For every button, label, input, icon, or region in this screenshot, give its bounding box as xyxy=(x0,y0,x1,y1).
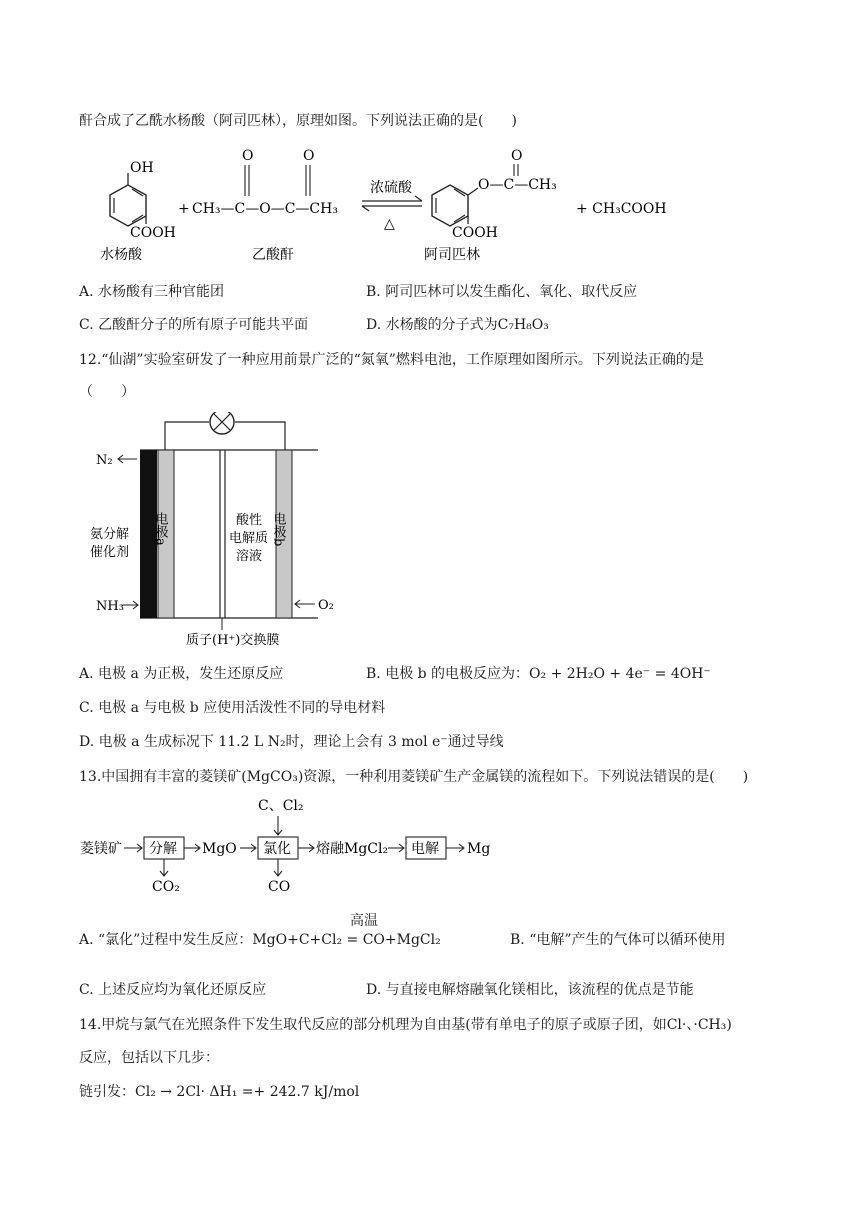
o2-label: O₂ xyxy=(318,598,334,613)
q14-chain-initiation: 链引发：Cl₂ → 2Cl· ΔH₁ =+ 242.7 kJ/mol xyxy=(79,1084,360,1100)
flow-end: Mg xyxy=(467,841,491,857)
acetic-anhydride-structure xyxy=(178,148,338,263)
electrode-a-label: 电极a xyxy=(152,512,168,546)
q12-option-b: B. 电极 b 的电极反应为：O₂ + 2H₂O + 4e⁻ = 4OH⁻ xyxy=(366,666,711,682)
q12-option-a: A. 电极 a 为正极，发生还原反应 xyxy=(79,666,284,682)
electrode-b-label: 电极b xyxy=(270,512,286,547)
q12-stem-line1: 12.“仙湖”实验室研发了一种应用前景广泛的“氮氧”燃料电池，工作原理如图所示。下列说法正确的是 xyxy=(79,352,704,368)
flow-step1: 分解 xyxy=(149,841,177,857)
q11-option-a: A. 水杨酸有三种官能团 xyxy=(79,284,225,300)
condition-catalyst: 浓硫酸 xyxy=(370,180,412,196)
q11-option-d: D. 水杨酸的分子式为C₇H₈O₃ xyxy=(366,317,549,333)
flow-mid2: 熔融MgCl₂ xyxy=(316,841,389,857)
q13-condition: 高温 xyxy=(350,913,378,929)
n2-label: N₂ xyxy=(96,453,113,468)
aspirin-carbonyl-o: O xyxy=(511,148,523,164)
electrolyte-label-3: 溶液 xyxy=(236,549,263,564)
anhydride-o-left: O xyxy=(242,148,254,164)
lamp-icon xyxy=(210,412,234,434)
catalyst-label-1: 氨分解 xyxy=(90,527,130,542)
electrolyte-label-1: 酸性 xyxy=(236,513,263,528)
flow-out2: CO xyxy=(268,879,291,895)
q14-stem-line2: 反应，包括以下几步： xyxy=(79,1050,219,1066)
condition-heat: △ xyxy=(384,216,395,232)
q11-stem: 酐合成了乙酰水杨酸（阿司匹林），原理如图。下列说法正确的是( ) xyxy=(79,113,517,129)
q13-option-d: D. 与直接电解熔融氧化镁相比，该流程的优点是节能 xyxy=(366,982,694,998)
reactant1-name: 水杨酸 xyxy=(100,247,142,263)
reversible-arrow xyxy=(362,180,422,232)
q14-stem-line1: 14.甲烷与氯气在光照条件下发生取代反应的部分机理为自由基(带有单电子的原子或原子团，如Cl·、·CH₃) xyxy=(79,1017,732,1033)
plus-1: + xyxy=(178,201,190,217)
reactant1-oh: OH xyxy=(130,160,154,176)
q13-option-c: C. 上述反应均为氧化还原反应 xyxy=(79,982,267,998)
salicylic-acid-structure xyxy=(100,160,176,263)
electrolyte-label-2: 电解质 xyxy=(229,531,269,546)
flow-step2: 氯化 xyxy=(263,841,291,857)
q11-option-b: B. 阿司匹林可以发生酯化、氧化、取代反应 xyxy=(366,284,638,300)
membrane-label: 质子(H⁺)交换膜 xyxy=(186,633,280,648)
nh3-label: NH₃ xyxy=(96,599,124,614)
fuel-cell-diagram xyxy=(88,412,338,652)
q12-stem-line2: （ ） xyxy=(79,384,135,400)
q11-reaction-figure xyxy=(70,140,670,270)
catalyst-label-2: 催化剂 xyxy=(90,545,130,560)
flow-step3: 电解 xyxy=(411,841,439,857)
aspirin-structure xyxy=(424,148,557,263)
q13-option-a: A. “氯化”过程中发生反应：MgO+C+Cl₂ = CO+MgCl₂ xyxy=(79,932,441,948)
q11-option-c: C. 乙酸酐分子的所有原子可能共平面 xyxy=(79,317,309,333)
q12-option-d: D. 电极 a 生成标况下 11.2 L N₂时，理论上会有 3 mol e⁻通过导线 xyxy=(79,734,504,750)
anhydride-o-right: O xyxy=(303,148,315,164)
aspirin-cooh: COOH xyxy=(452,225,498,241)
q12-option-c: C. 电极 a 与电极 b 应使用活泼性不同的导电材料 xyxy=(79,700,386,716)
product1-name: 阿司匹林 xyxy=(424,247,480,263)
flow-mid1: MgO xyxy=(202,841,237,857)
reactant1-cooh: COOH xyxy=(130,225,176,241)
reactant2-name: 乙酸酐 xyxy=(252,247,294,263)
flow-input2: C、Cl₂ xyxy=(258,798,304,814)
flow-start: 菱镁矿 xyxy=(80,841,122,857)
q13-option-b: B. “电解”产生的气体可以循环使用 xyxy=(510,932,726,948)
aspirin-ester: O—C—CH₃ xyxy=(478,177,557,193)
magnesium-flow-diagram xyxy=(78,794,508,898)
flow-out1: CO₂ xyxy=(152,879,180,895)
q13-stem: 13.中国拥有丰富的菱镁矿(MgCO₃)资源，一种利用菱镁矿生产金属镁的流程如下。下列说法错误的是( ) xyxy=(79,769,749,785)
anhydride-formula: CH₃—C—O—C—CH₃ xyxy=(192,201,338,217)
product2: + CH₃COOH xyxy=(576,201,667,217)
